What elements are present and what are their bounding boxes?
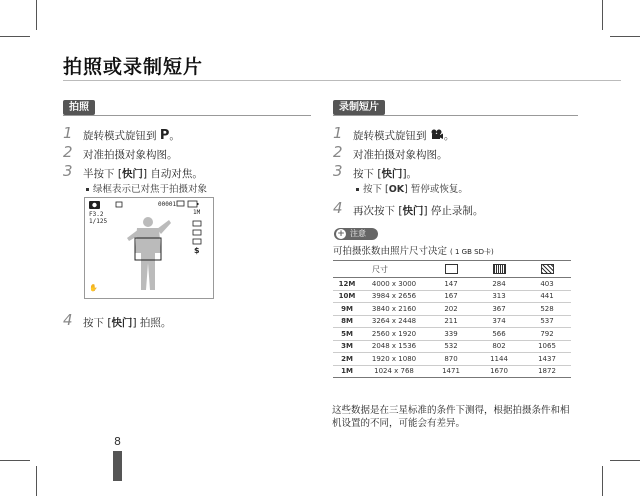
video-step-1-number: 1 (333, 124, 343, 142)
table-row (333, 353, 571, 366)
shutter-key: 快门 (111, 317, 133, 329)
count-superfine: 147 (427, 278, 475, 291)
video-step-1-end: 。 (443, 130, 455, 142)
video-step-3-sub-post: ] 暂停或恢复。 (404, 184, 468, 195)
resolution-icon: 5M (333, 328, 361, 341)
resolution-size: 3840 x 2160 (361, 303, 427, 316)
aperture-readout: F3.2 (89, 211, 104, 218)
crop-mark (36, 466, 37, 496)
table-row (333, 340, 571, 353)
table-caption (333, 243, 494, 257)
count-superfine: 532 (427, 340, 475, 353)
video-step-2: 对准拍摄对象构图。 (353, 149, 448, 161)
photo-step-1-number: 1 (63, 124, 73, 142)
video-step-3-pre: 按下 [ (353, 168, 382, 180)
resolution-icon: 1M (333, 365, 361, 378)
note-badge (334, 228, 378, 240)
resolution-icon: 10M (333, 290, 361, 303)
crop-mark (602, 0, 603, 30)
table-caption-small: ( 1 GB SD卡) (450, 248, 494, 256)
photo-step-2-number: 2 (63, 143, 73, 161)
count-normal: 1437 (523, 353, 571, 366)
shutter-speed-readout: 1/125 (89, 218, 108, 225)
capacity-table (333, 260, 571, 378)
photo-step-3-post: ] 自动对焦。 (142, 168, 203, 180)
count-fine: 284 (475, 278, 523, 291)
table-caption-text: 可拍摄张数由照片尺寸决定 (333, 246, 448, 257)
photo-step-3-number: 3 (63, 162, 73, 180)
count-normal: 441 (523, 290, 571, 303)
video-step-1 (353, 128, 454, 143)
table-row (333, 278, 571, 291)
shutter-key: 快门 (381, 168, 403, 180)
video-step-3 (353, 166, 417, 181)
page-number: 8 (114, 435, 121, 448)
resolution-size: 2560 x 1920 (361, 328, 427, 341)
quality-normal-icon (541, 264, 554, 274)
count-normal: 537 (523, 315, 571, 328)
resolution-icon: 9M (333, 303, 361, 316)
page-title: 拍照或录制短片 (63, 56, 204, 78)
count-superfine: 339 (427, 328, 475, 341)
count-fine: 367 (475, 303, 523, 316)
count-superfine: 167 (427, 290, 475, 303)
video-step-4 (353, 203, 483, 218)
resolution-icon: 2M (333, 353, 361, 366)
photo-step-1 (83, 128, 180, 143)
resolution-size: 4000 x 3000 (361, 278, 427, 291)
footnote: 这些数据是在三星标准的条件下测得，根据拍摄条件和相机设置的不同，可能会有差异。 (332, 405, 570, 429)
photo-step-1-end: 。 (169, 130, 180, 142)
shutter-key: 快门 (402, 205, 424, 217)
crop-mark (0, 36, 30, 37)
quality-fine-icon (493, 264, 506, 274)
quality-fine-header (475, 261, 523, 278)
video-step-3-post: ]。 (402, 168, 418, 180)
video-step-4-number: 4 (333, 199, 343, 217)
table-row (333, 303, 571, 316)
photo-step-1-text: 旋转模式旋钮到 (83, 130, 160, 142)
title-divider (63, 80, 621, 81)
video-step-1-text: 旋转模式旋钮到 (353, 130, 430, 142)
resolution-size: 2048 x 1536 (361, 340, 427, 353)
bullet-icon (356, 188, 359, 191)
count-superfine: 202 (427, 303, 475, 316)
video-step-3-number: 3 (333, 162, 343, 180)
count-normal: 1872 (523, 365, 571, 378)
count-fine: 566 (475, 328, 523, 341)
video-step-3-sub-pre: 按下 [ (363, 184, 389, 195)
photo-section-tag: 拍照 (63, 100, 95, 115)
crop-mark (610, 36, 640, 37)
video-section-divider (333, 115, 578, 116)
photo-step-4-number: 4 (63, 311, 73, 329)
movie-mode-icon (430, 129, 444, 140)
crop-mark (610, 460, 640, 461)
resolution-size: 3264 x 2448 (361, 315, 427, 328)
camera-screen-illustration (84, 197, 214, 299)
photo-step-3-pre: 半按下 [ (83, 168, 122, 180)
count-normal: 792 (523, 328, 571, 341)
shutter-key: 快门 (121, 168, 143, 180)
resolution-size: 1024 x 768 (361, 365, 427, 378)
bullet-icon (86, 188, 89, 191)
video-step-4-post: ] 停止录制。 (423, 205, 484, 217)
table-row (333, 328, 571, 341)
count-normal: 528 (523, 303, 571, 316)
resolution-icon: 8M (333, 315, 361, 328)
table-row (333, 290, 571, 303)
crop-mark (36, 0, 37, 30)
note-label: 注意 (350, 229, 366, 238)
camera-screen-graphic (85, 198, 213, 298)
shot-count-readout: 00001 (158, 201, 177, 208)
photo-step-4 (83, 315, 171, 330)
count-superfine: 1471 (427, 365, 475, 378)
photo-step-3 (83, 166, 203, 181)
photo-step-3-sub-text: 绿框表示已对焦于拍摄对象 (93, 184, 208, 195)
count-fine: 802 (475, 340, 523, 353)
crop-mark (0, 460, 30, 461)
crop-mark (602, 466, 603, 496)
count-normal: 403 (523, 278, 571, 291)
count-fine: 313 (475, 290, 523, 303)
quality-normal-header (523, 261, 571, 278)
count-superfine: 211 (427, 315, 475, 328)
size-header: 尺寸 (333, 261, 427, 278)
photo-step-4-post: ] 拍照。 (132, 317, 172, 329)
resolution-size: 3984 x 2656 (361, 290, 427, 303)
count-fine: 1670 (475, 365, 523, 378)
video-section-tag: 录制短片 (333, 100, 385, 115)
photo-step-3-sub (86, 181, 207, 195)
photo-step-4-pre: 按下 [ (83, 317, 112, 329)
count-superfine: 870 (427, 353, 475, 366)
photo-step-2: 对准拍摄对象构图。 (83, 149, 178, 161)
resolution-size: 1920 x 1080 (361, 353, 427, 366)
page-edge-bar (113, 451, 122, 481)
svg-text:1M: 1M (193, 209, 201, 216)
table-row (333, 315, 571, 328)
video-step-2-number: 2 (333, 143, 343, 161)
quality-superfine-header (427, 261, 475, 278)
svg-text:✋: ✋ (89, 284, 98, 292)
resolution-icon: 12M (333, 278, 361, 291)
count-fine: 374 (475, 315, 523, 328)
table-row (333, 365, 571, 378)
quality-superfine-icon (445, 264, 458, 274)
ok-key: OK (388, 184, 405, 195)
count-fine: 1144 (475, 353, 523, 366)
photo-section-divider (63, 115, 311, 116)
program-mode-icon: P (159, 128, 170, 143)
svg-text:$: $ (194, 246, 200, 255)
resolution-icon: 3M (333, 340, 361, 353)
video-step-4-pre: 再次按下 [ (353, 205, 403, 217)
table-header-row (333, 261, 571, 278)
count-normal: 1065 (523, 340, 571, 353)
plus-icon: + (337, 229, 345, 239)
video-step-3-sub (356, 181, 468, 195)
